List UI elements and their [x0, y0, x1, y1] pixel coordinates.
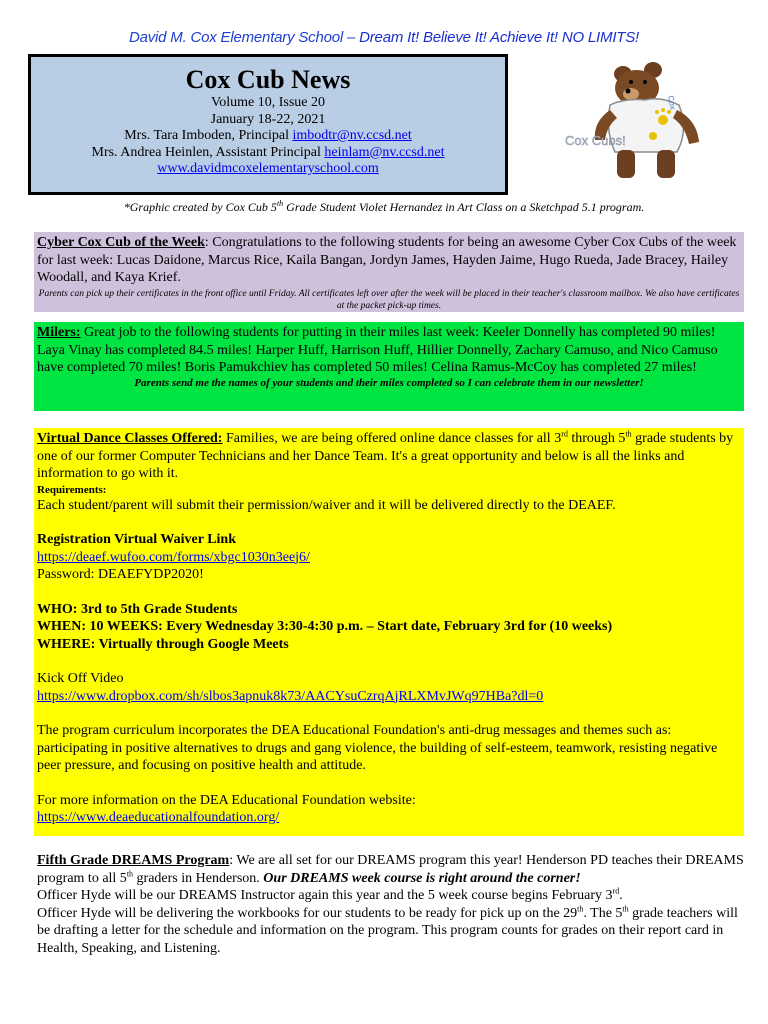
issue-dates: January 18-22, 2021 [210, 111, 326, 127]
principal-line [31, 128, 505, 145]
dreams-paragraph-2 [37, 887, 747, 905]
assistant-email-link[interactable]: heinlam@nv.ccsd.net [324, 144, 445, 160]
volume-issue: Volume 10, Issue 20 [210, 95, 326, 110]
dreams-sup-4: th [622, 903, 629, 913]
dreams-paragraph-1 [37, 852, 747, 887]
principal-email-link[interactable]: imbodtr@nv.ccsd.net [292, 128, 412, 143]
dance-sup: rd [561, 429, 568, 439]
more-info-text: For more information on the DEA Educational Foundation website: [37, 792, 416, 808]
assistant-principal-name: Mrs. Andrea Heinlen, Assistant Principal [91, 144, 325, 160]
dreams-workbook-text-3: grade teachers will be drafting a letter for the schedule and information on the program. This program counts for grades on their report card in Health, Speaking, and Listening. [37, 905, 738, 956]
dreams-heading: Fifth Grade DREAMS Program [37, 853, 230, 868]
dreams-text: : We are all set for our DREAMS program this year! Henderson PD teaches their DREAMS program to all 5 [37, 853, 744, 886]
school-name: David M. Cox Elementary School – [128, 29, 360, 46]
milers-section [34, 322, 744, 411]
waiver-title: Registration Virtual Waiver Link [37, 532, 236, 547]
dance-intro [37, 430, 741, 483]
kick-off-video-link[interactable]: https://www.dropbox.com/sh/slbos3apnuk8k73/AACYsuCzrqAjRLXMvJWq97HBa?dl=0 [37, 688, 544, 704]
dreams-sup-3: th [577, 903, 584, 913]
website-line [31, 161, 505, 178]
cox-cub-bear-logo [565, 60, 725, 185]
newsletter-title: Cox Cub News [185, 65, 351, 94]
milers-text: Great job to the following students for putting in their miles last week: Keeler Donnelly has completed 90 miles! Laya Vinay has completed 84.5 miles! Harper Huff, Harrison Huff, Hillier Donnelly, Zachary Camuso, and Nico Camuso have completed 70 miles! Boris Pamukchiev has completed 50 miles! Celina Ramus-McCoy has completed 27 miles! [37, 325, 718, 375]
dance-intro-text-2: through 5 [567, 431, 626, 446]
when-line: WHEN: 10 WEEKS: Every Wednesday 3:30-4:30 p.m. – Start date, February 3rd for (10 weeks) [37, 619, 613, 634]
waiver-link[interactable]: https://deaef.wufoo.com/forms/xbgc1030n3eej6/ [37, 549, 310, 565]
milers-paragraph [37, 324, 741, 377]
dreams-instructor-text: Officer Hyde will be our DREAMS Instructor again this year and the 5 week course begins February 3 [37, 888, 613, 903]
school-website-link[interactable]: www.davidmcoxelementaryschool.com [157, 161, 379, 176]
who-line: WHO: 3rd to 5th Grade Students [37, 601, 238, 617]
dreams-period: . [619, 888, 623, 903]
dreams-emphasis: Our DREAMS week course is right around the corner! [263, 870, 581, 886]
dreams-sup: th [126, 868, 134, 878]
dreams-text-2: graders in Henderson. [133, 870, 264, 886]
dreams-paragraph-3 [37, 905, 747, 958]
dance-sup-2: th [625, 429, 632, 439]
caption-text-end: Grade Student Violet Hernandez in Art Class on a Sketchpad 5.1 program. [283, 200, 645, 214]
school-header [0, 29, 768, 46]
curriculum-paragraph: The program curriculum incorporates the DEA Educational Foundation's anti-drug messages and themes such as: participating in positive alternatives to drugs and gang violence, the building of self-esteem, teamwork, resisting negative peer pressure, and focusing on positive health and attitude. [37, 723, 718, 773]
dance-heading: Virtual Dance Classes Offered: [37, 431, 223, 446]
foundation-website-link[interactable]: https://www.deaeducationalfoundation.org/ [37, 810, 280, 825]
shirt-text: Cox [666, 94, 678, 111]
requirements-text: Each student/parent will submit their permission/waiver and it will be delivered directly to the DEAEF. [37, 497, 616, 513]
dreams-program-section [37, 852, 747, 957]
dreams-workbook-text: Officer Hyde will be delivering the workbooks for our students to be ready for pick up on the 29 [37, 905, 578, 921]
dreams-workbook-text-2: . The 5 [583, 905, 623, 921]
milers-heading: Milers: [37, 325, 81, 340]
video-label: Kick Off Video [37, 671, 124, 686]
masthead [28, 54, 508, 195]
cyber-paragraph [37, 234, 741, 287]
caption-text: *Graphic created by Cox Cub 5 [123, 200, 277, 214]
where-line: WHERE: Virtually through Google Meets [37, 636, 289, 652]
dance-intro-text-3: grade students by one of our former Computer Technicians and her Dance Team. It's a great opportunity and below is all the links and information to go with it. [37, 431, 734, 481]
cyber-text: : Congratulations to the following students for being an awesome Cyber Cox Cubs of the week for last week: Lucas Daidone, Marcus Rice, Kaila Bangan, Jordyn James, Hayden Jaime, Hugo Rueda, Jade Bracey, Hailey Woodall, and Kaya Krief. [37, 235, 737, 285]
dance-intro-text: Families, we are being offered online dance classes for all 3 [222, 431, 562, 446]
assistant-principal-line [31, 145, 505, 162]
cox-cubs-label: Cox Cubs! [565, 133, 626, 148]
virtual-dance-section [34, 428, 744, 836]
caption-sup: th [276, 199, 284, 208]
dreams-sup-2: rd [612, 886, 620, 896]
cyber-cox-cub-section [34, 232, 744, 312]
milers-note: Parents send me the names of your students and their miles completed so I can celebrate them in our newsletter! [134, 376, 644, 389]
requirements-label: Requirements: [37, 483, 107, 496]
school-motto: Dream It! Believe It! Achieve It! NO LIMITS! [359, 29, 640, 46]
waiver-password: Password: DEAEFYDP2020! [37, 567, 204, 582]
certificate-note: Parents can pick up their certificates in the front office until Friday. All certificates left over after the week will be placed in their teacher's classroom mailbox. We also have certificates at the packet pick-up times. [38, 288, 740, 311]
principal-name: Mrs. Tara Imboden, Principal [124, 128, 293, 143]
cyber-heading: Cyber Cox Cub of the Week [37, 235, 205, 250]
graphic-caption [0, 200, 768, 215]
